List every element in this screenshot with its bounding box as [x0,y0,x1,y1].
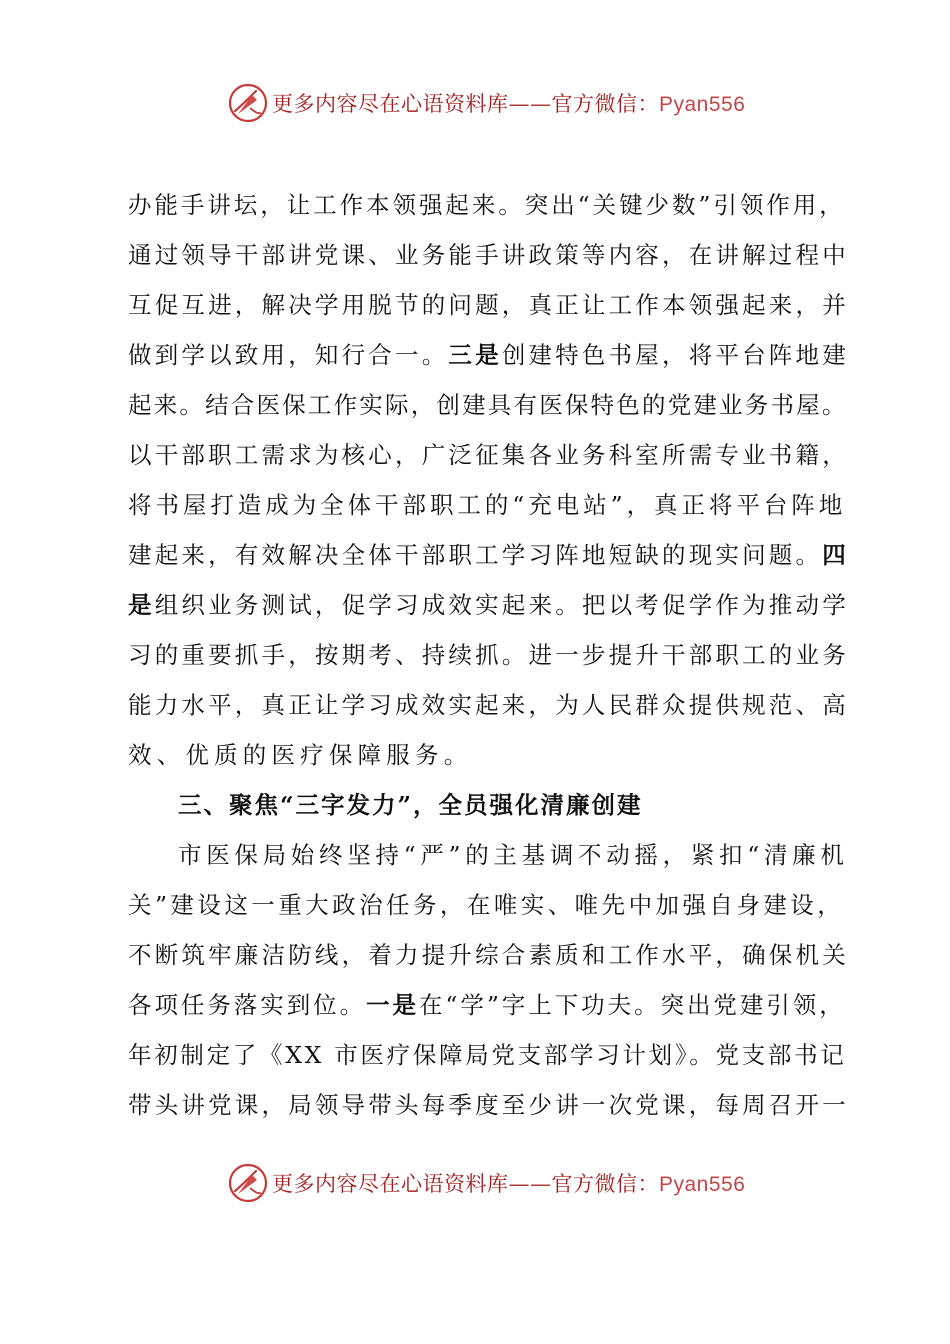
emphasis-text: 三是 [448,341,502,369]
line-text: 在“学”字上下功夫。突出党建引领， [418,991,846,1019]
line-text: 各项任务落实到位。 [128,991,367,1019]
paragraph-line [128,380,850,430]
document-body [128,180,850,1130]
line-text: 以干部职工需求为核心，广泛征集各业务科室所需专业书籍， [128,441,849,469]
line-text: 不断筑牢廉洁防线，着力提升综合素质和工作水平，确保机关 [128,941,849,969]
banner-wechat-id: Pyan556 [659,93,746,116]
line-text: 起来。结合医保工作实际，创建具有医保特色的党建业务书屋。 [128,391,848,419]
paragraph-line [128,880,850,930]
emphasis-text: 四 [822,541,849,569]
banner-separator: —— [508,92,552,116]
pen-logo-icon [226,1161,270,1205]
line-text: 建起来，有效解决全体干部职工学习阵地短缺的现实问题。 [128,541,823,569]
line-text: 效、优质的医疗保障服务。 [128,741,473,769]
paragraph-line [128,830,850,880]
header-watermark-banner [226,80,745,126]
banner-wechat-label: 官方微信： [551,1172,659,1196]
pen-logo-icon [226,81,270,125]
paragraph-line [128,630,850,680]
paragraph-line [128,430,850,480]
paragraph-line [128,1080,850,1130]
line-text: 办能手讲坛，让工作本领强起来。突出“关键少数”引领作用， [128,191,846,219]
banner-text [272,88,745,118]
banner-wechat-label: 官方微信： [551,92,659,116]
paragraph-line [128,530,850,580]
banner-main-text: 更多内容尽在心语资料库 [272,92,509,116]
banner-separator: —— [508,1172,552,1196]
paragraph-line [128,230,850,280]
line-text: 三、聚焦“三字发力”，全员强化清廉创建 [178,791,643,819]
line-text: 做到学以致用，知行合一。 [128,341,449,369]
paragraph-line [128,480,850,530]
paragraph-line [128,980,850,1030]
line-text: 通过领导干部讲党课、业务能手讲政策等内容，在讲解过程中 [128,241,849,269]
paragraph-line [128,930,850,980]
line-text: 市医保局始终坚持“严”的主基调不动摇，紧扣“清廉机 [178,841,849,869]
line-text: 年初制定了《XX 市医疗保障局党支部学习计划》。党支部书记 [128,1041,847,1069]
banner-main-text: 更多内容尽在心语资料库 [272,1172,509,1196]
line-text: 互促互进，解决学用脱节的问题，真正让工作本领强起来，并 [128,291,849,319]
paragraph-line [128,1030,850,1080]
line-text: 将书屋打造成为全体干部职工的“充电站”，真正将平台阵地 [128,491,847,519]
paragraph-line [128,330,850,380]
section-heading [128,780,850,830]
paragraph-line [128,580,850,630]
emphasis-text: 是 [128,591,155,619]
paragraph-line [128,730,850,780]
banner-text [272,1168,745,1198]
paragraph-line [128,280,850,330]
line-text: 创建特色书屋，将平台阵地建 [501,341,849,369]
paragraph-line [128,180,850,230]
banner-wechat-id: Pyan556 [659,1173,746,1196]
line-text: 关”建设这一重大政治任务，在唯实、唯先中加强自身建设， [128,891,845,919]
line-text: 能力水平，真正让学习成效实起来，为人民群众提供规范、高 [128,691,849,719]
footer-watermark-banner [226,1160,745,1206]
line-text: 习的重要抓手，按期考、持续抓。进一步提升干部职工的业务 [128,641,849,669]
emphasis-text: 一是 [366,991,419,1019]
line-text: 组织业务测试，促学习成效实起来。把以考促学作为推动学 [154,591,849,619]
paragraph-line [128,680,850,730]
line-text: 带头讲党课，局领导带头每季度至少讲一次党课，每周召开一 [128,1091,849,1119]
